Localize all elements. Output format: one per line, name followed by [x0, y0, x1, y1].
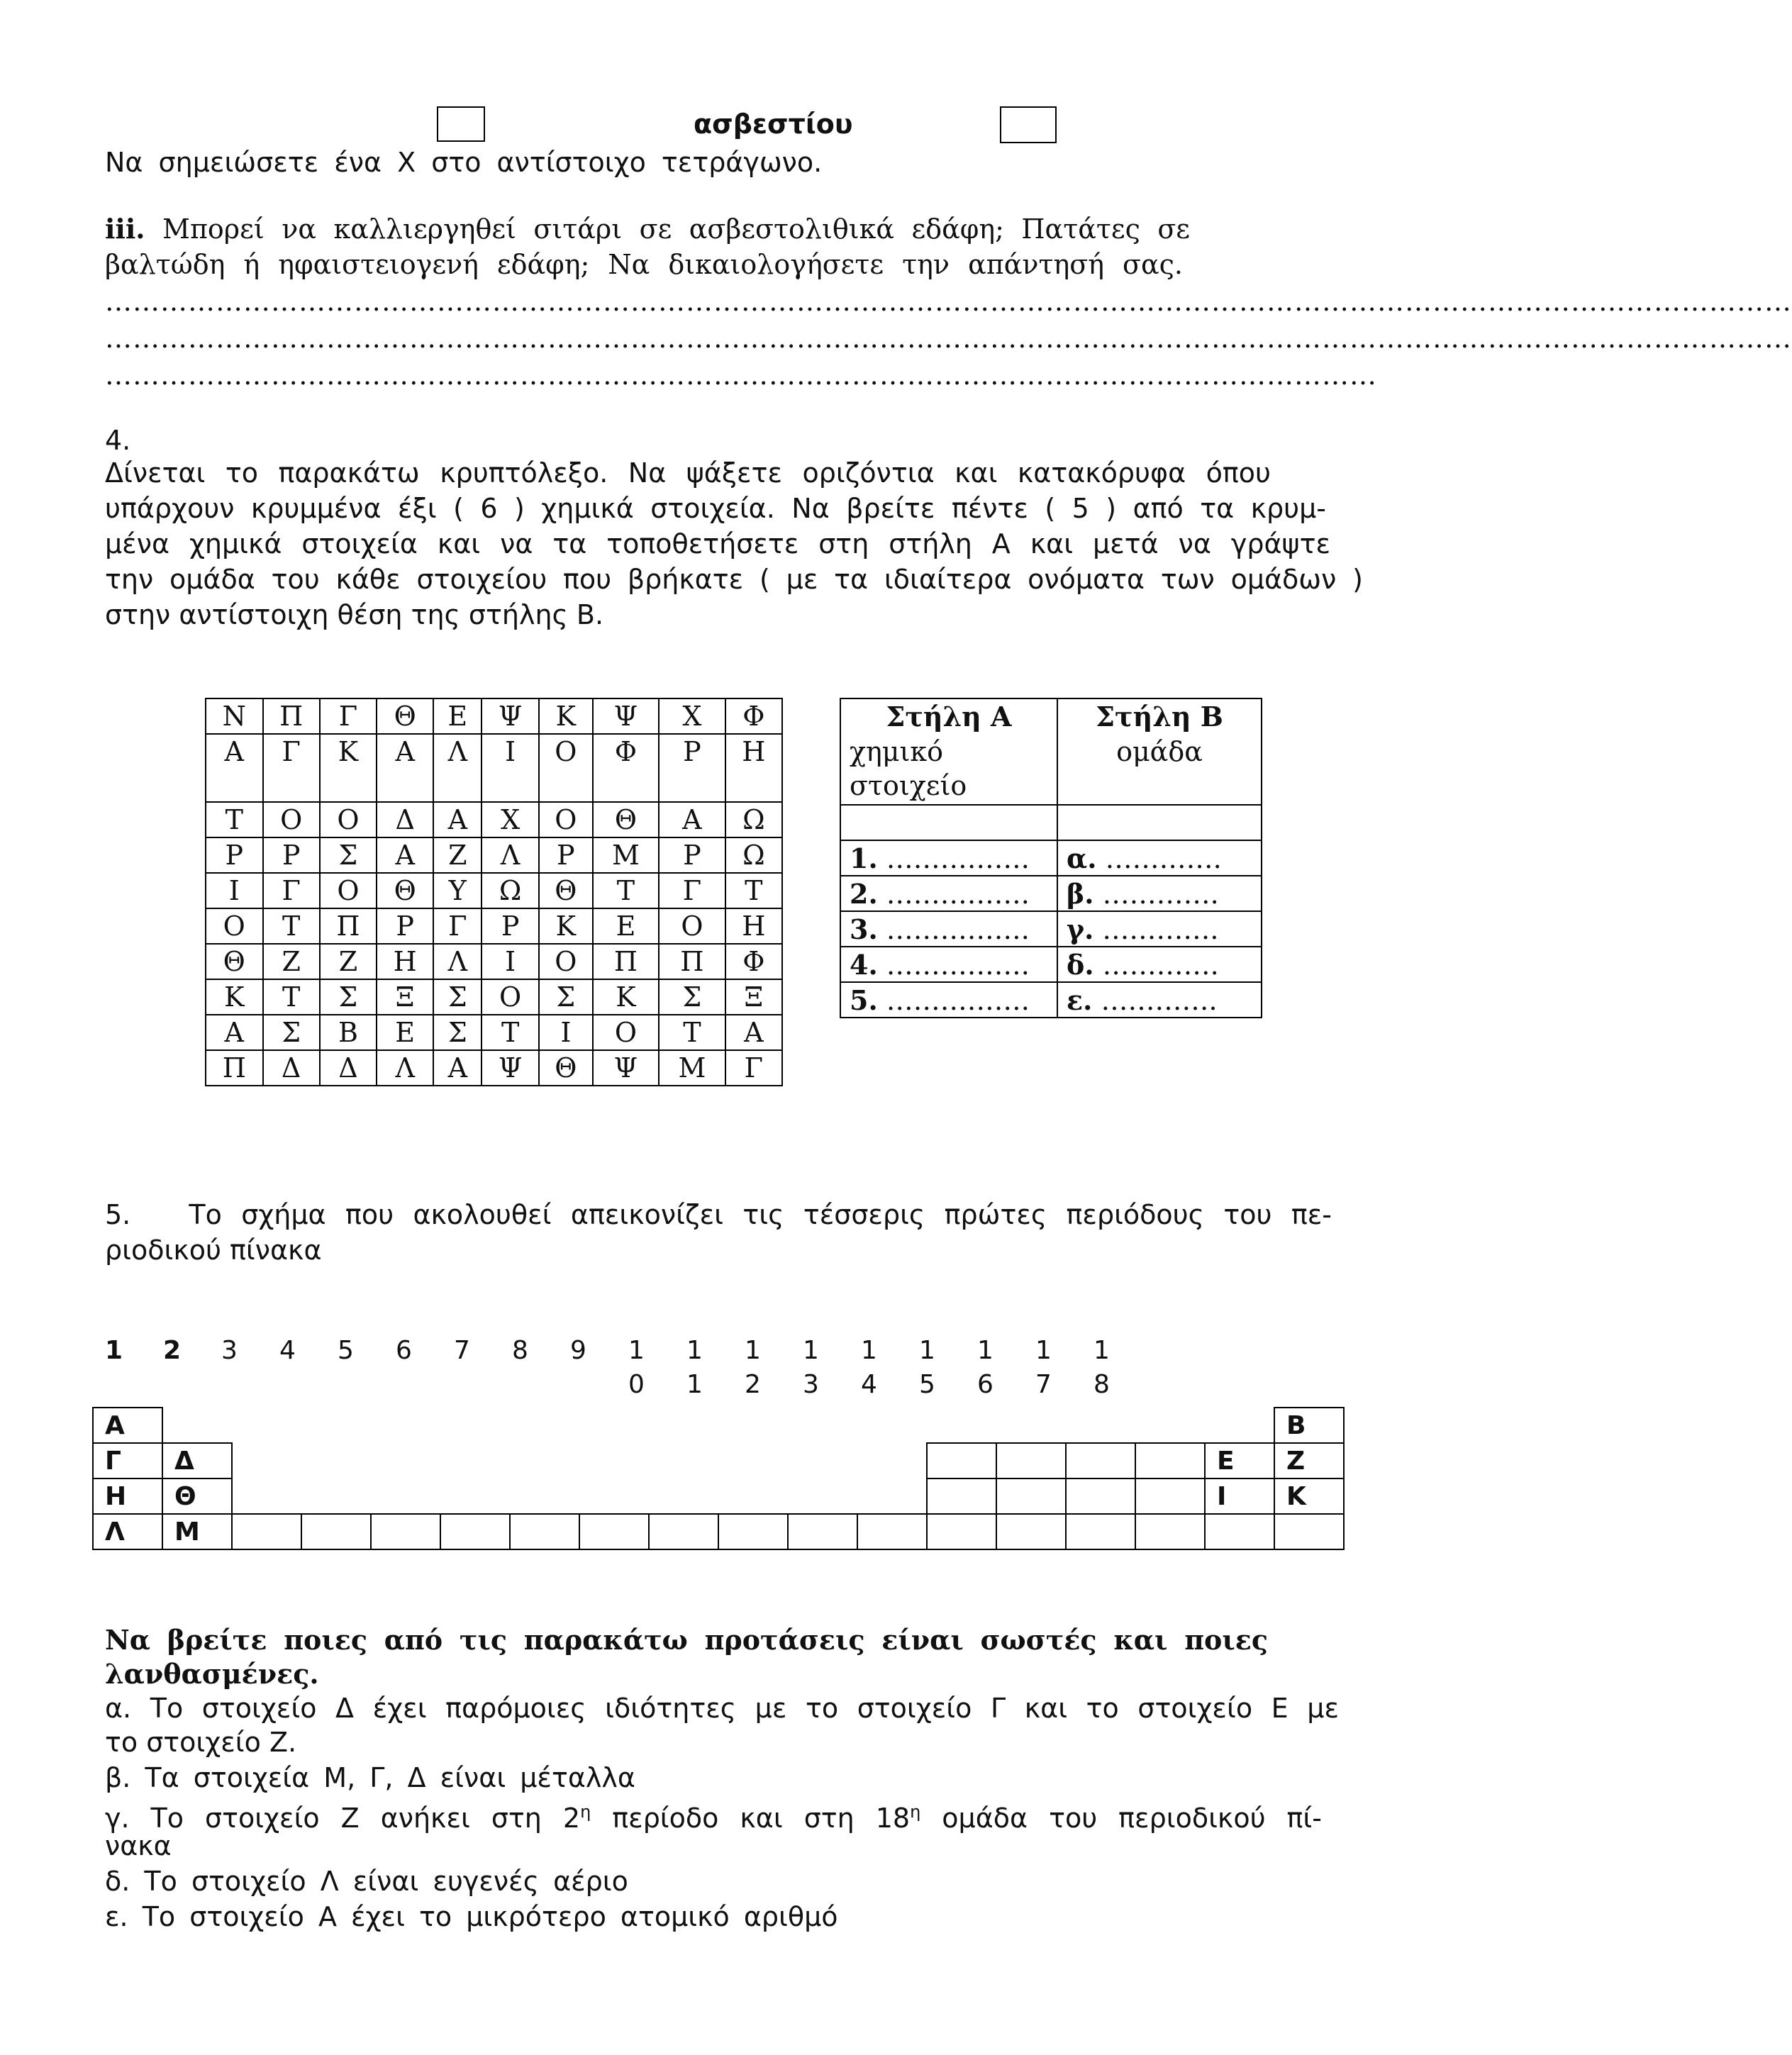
row-number: 3.: [850, 913, 878, 945]
blank: …………….: [886, 878, 1030, 910]
group-number-bottom: 1: [686, 1370, 703, 1399]
answer-cell-a[interactable]: [840, 982, 1057, 1018]
answer-line-1[interactable]: …………………………………………………………………………………………………………………………………………………………………: [105, 286, 1792, 317]
grid-cell: Ω: [482, 873, 539, 908]
grid-cell: Γ: [659, 873, 725, 908]
element-cell: [579, 1514, 649, 1549]
group-number-bottom: 0: [628, 1370, 645, 1399]
grid-cell: Ο: [539, 802, 593, 837]
element-cell: [1135, 1514, 1205, 1549]
grid-cell: Α: [659, 802, 725, 837]
grid-cell: Λ: [377, 1050, 433, 1086]
element-cell: [1066, 1443, 1135, 1478]
empty-space: [162, 1408, 232, 1443]
empty-space: [371, 1478, 440, 1514]
grid-cell: Ξ: [377, 979, 433, 1015]
empty-space: [857, 1443, 927, 1478]
grid-cell: Τ: [725, 873, 782, 908]
group-numbers: [92, 1336, 1156, 1407]
statement-b: β. Τα στοιχεία Μ, Γ, Δ είναι μέταλλα: [105, 1762, 635, 1793]
group-number-bottom: 7: [1035, 1370, 1052, 1399]
q5-text: Το σχήμα που ακολουθεί απεικονίζει τις τέσσερις πρώτες περιόδους του πε-: [189, 1199, 1332, 1230]
element-cell: [996, 1514, 1066, 1549]
grid-cell: Α: [377, 837, 433, 873]
answer-cell-b[interactable]: [1057, 876, 1262, 911]
grid-cell: Π: [659, 944, 725, 979]
answer-cell-b[interactable]: [1057, 911, 1262, 947]
group-number-top: 1: [628, 1336, 645, 1365]
grid-row: [206, 734, 782, 802]
grid-cell: Σ: [539, 979, 593, 1015]
group-number-top: 6: [396, 1336, 412, 1365]
element-cell: Α: [93, 1408, 162, 1443]
element-cell: Λ: [93, 1514, 162, 1549]
element-cell: [1205, 1514, 1274, 1549]
grid-cell: Π: [263, 698, 320, 734]
empty-space: [510, 1443, 579, 1478]
answer-table-spacer: [840, 805, 1262, 840]
q5-line1: [105, 1197, 1332, 1232]
group-number-bottom: 2: [745, 1370, 761, 1399]
grid-cell: Χ: [659, 698, 725, 734]
element-cell: [232, 1514, 301, 1549]
grid-cell: Λ: [433, 734, 482, 802]
element-cell: Ζ: [1274, 1443, 1344, 1478]
periodic-table: [92, 1407, 1345, 1550]
col-a-header: Στήλη Α: [886, 701, 1012, 733]
answer-cell-a[interactable]: [840, 876, 1057, 911]
blank: ………….: [1102, 878, 1219, 910]
element-cell: [718, 1514, 788, 1549]
group-number-top: 4: [279, 1336, 296, 1365]
element-cell: Ι: [1205, 1478, 1274, 1514]
q4-line-3: μένα χημικά στοιχεία και να τα τοποθετήσετε στη στήλη Α και μετά να γράψτε: [105, 528, 1330, 559]
element-cell: [927, 1514, 996, 1549]
element-cell: [649, 1514, 718, 1549]
empty-space: [440, 1478, 510, 1514]
empty-space: [788, 1408, 857, 1443]
blank: ………….: [1105, 842, 1222, 874]
element-cell: [301, 1514, 371, 1549]
grid-cell: Μ: [659, 1050, 725, 1086]
grid-cell: Λ: [433, 944, 482, 979]
q3-line1: [105, 211, 1190, 247]
row-number: 4.: [850, 948, 878, 981]
row-number: 2.: [850, 877, 878, 910]
col-b-sub: ομάδα: [1116, 736, 1203, 767]
col-a-header-cell: [840, 698, 1057, 805]
grid-cell: Γ: [263, 873, 320, 908]
empty-space: [927, 1408, 996, 1443]
group-number-top: 1: [1093, 1336, 1110, 1365]
word-search-grid: [205, 698, 783, 1086]
grid-cell: Ε: [433, 698, 482, 734]
blank: ………….: [1102, 913, 1219, 945]
empty-space: [718, 1478, 788, 1514]
grid-cell: Ι: [482, 734, 539, 802]
grid-cell: Σ: [320, 979, 377, 1015]
grid-cell: Φ: [725, 944, 782, 979]
grid-cell: Γ: [263, 734, 320, 802]
group-number-bottom: 6: [977, 1370, 994, 1399]
statement-d: δ. Το στοιχείο Λ είναι ευγενές αέριο: [105, 1866, 628, 1897]
period-row: [93, 1514, 1344, 1549]
grid-cell: Τ: [263, 908, 320, 944]
grid-cell: Α: [433, 802, 482, 837]
element-cell: [1135, 1478, 1205, 1514]
grid-cell: Γ: [433, 908, 482, 944]
element-cell: Ε: [1205, 1443, 1274, 1478]
checkbox-left[interactable]: [437, 106, 485, 142]
element-cell: [1274, 1514, 1344, 1549]
empty-space: [579, 1408, 649, 1443]
grid-cell: Ο: [482, 979, 539, 1015]
answer-row: [840, 982, 1262, 1018]
col-b-header: Στήλη Β: [1096, 701, 1223, 733]
element-cell: [788, 1514, 857, 1549]
grid-cell: Δ: [377, 802, 433, 837]
grid-cell: Π: [320, 908, 377, 944]
element-word: ασβεστίου: [694, 108, 853, 140]
grid-cell: Τ: [593, 873, 659, 908]
group-number-bottom: 5: [919, 1370, 935, 1399]
col-a-sub2: στοιχείο: [850, 770, 967, 801]
period-row: [93, 1478, 1344, 1514]
grid-cell: Θ: [377, 873, 433, 908]
group-number-bottom: 4: [861, 1370, 877, 1399]
statement-a-line1: α. Το στοιχείο Δ έχει παρόμοιες ιδιότητες με το στοιχείο Γ και το στοιχείο Ε με: [105, 1693, 1339, 1724]
blank: …………….: [886, 842, 1030, 874]
grid-cell: Κ: [206, 979, 263, 1015]
grid-row: [206, 944, 782, 979]
grid-cell: Ρ: [659, 734, 725, 802]
grid-cell: Θ: [377, 698, 433, 734]
grid-cell: Ρ: [377, 908, 433, 944]
group-number-top: 1: [803, 1336, 819, 1365]
grid-cell: Ξ: [725, 979, 782, 1015]
element-cell: [927, 1443, 996, 1478]
grid-cell: Β: [320, 1015, 377, 1050]
q3-text: Μπορεί να καλλιεργηθεί σιτάρι σε ασβεστολιθικά εδάφη; Πατάτες σε: [162, 213, 1190, 245]
grid-cell: Ω: [725, 802, 782, 837]
grid-cell: Ο: [659, 908, 725, 944]
grid-cell: Α: [725, 1015, 782, 1050]
group-number-top: 1: [977, 1336, 994, 1365]
empty-space: [857, 1478, 927, 1514]
grid-cell: Ι: [482, 944, 539, 979]
grid-cell: Μ: [593, 837, 659, 873]
element-cell: [1135, 1443, 1205, 1478]
period-row: [93, 1408, 1344, 1443]
grid-cell: Σ: [263, 1015, 320, 1050]
row-number: 5.: [850, 984, 878, 1016]
row-letter: δ.: [1067, 948, 1094, 981]
group-number-top: 2: [163, 1336, 182, 1365]
grid-cell: Κ: [593, 979, 659, 1015]
grid-cell: Π: [206, 1050, 263, 1086]
grid-cell: Η: [377, 944, 433, 979]
answer-row: [840, 876, 1262, 911]
empty-space: [579, 1443, 649, 1478]
blank: …………….: [886, 949, 1030, 981]
empty-space: [371, 1443, 440, 1478]
grid-cell: Ρ: [482, 908, 539, 944]
empty-space: [649, 1408, 718, 1443]
grid-row: [206, 802, 782, 837]
grid-cell: Ρ: [263, 837, 320, 873]
instruction: Να σημειώσετε ένα Χ στο αντίστοιχο τετράγωνο.: [105, 147, 823, 178]
empty-space: [718, 1408, 788, 1443]
element-cell: Γ: [93, 1443, 162, 1478]
blank: …………….: [886, 984, 1030, 1016]
q4-line-1: Δίνεται το παρακάτω κρυπτόλεξο. Να ψάξετε οριζόντια και κατακόρυφα όπου: [105, 457, 1271, 489]
answer-cell-b[interactable]: [1057, 840, 1262, 876]
row-letter: ε.: [1067, 984, 1093, 1016]
grid-cell: Δ: [263, 1050, 320, 1086]
q4-line-2: υπάρχουν κρυμμένα έξι ( 6 ) χημικά στοιχεία. Να βρείτε πέντε ( 5 ) από τα κρυμ-: [105, 493, 1326, 524]
grid-cell: Ι: [539, 1015, 593, 1050]
q3-label: iii.: [105, 213, 145, 245]
grid-cell: Α: [206, 1015, 263, 1050]
q4-line-5: στην αντίστοιχη θέση της στήλης Β.: [105, 599, 604, 630]
empty-space: [440, 1443, 510, 1478]
grid-cell: Ρ: [206, 837, 263, 873]
empty-space: [718, 1443, 788, 1478]
statement-c-line2: νακα: [105, 1830, 172, 1861]
grid-cell: Τ: [263, 979, 320, 1015]
grid-cell: Γ: [725, 1050, 782, 1086]
answer-cell-a[interactable]: [840, 947, 1057, 982]
grid-cell: Π: [593, 944, 659, 979]
grid-row: [206, 1015, 782, 1050]
grid-cell: Ψ: [593, 698, 659, 734]
group-number-top: 8: [512, 1336, 528, 1365]
grid-cell: Ε: [377, 1015, 433, 1050]
element-cell: [996, 1443, 1066, 1478]
statement-c-pre: γ. Το στοιχείο Ζ ανήκει στη 2: [105, 1803, 581, 1834]
empty-space: [232, 1478, 301, 1514]
grid-row: [206, 908, 782, 944]
grid-cell: Ψ: [482, 698, 539, 734]
grid-cell: Ρ: [539, 837, 593, 873]
tf-heading-1: Να βρείτε ποιες από τις παρακάτω προτάσεις είναι σωστές και ποιες: [105, 1624, 1268, 1656]
statement-c-post: ομάδα του περιοδικού πί-: [920, 1803, 1322, 1834]
grid-cell: Τ: [659, 1015, 725, 1050]
grid-cell: Κ: [539, 908, 593, 944]
grid-cell: Ρ: [659, 837, 725, 873]
row-letter: γ.: [1067, 913, 1094, 945]
grid-cell: Ε: [593, 908, 659, 944]
empty-space: [579, 1478, 649, 1514]
answer-table-header: [840, 698, 1262, 805]
grid-cell: Χ: [482, 802, 539, 837]
grid-row: [206, 1050, 782, 1086]
element-cell: Μ: [162, 1514, 232, 1549]
blank: ………….: [1102, 949, 1219, 981]
element-cell: [510, 1514, 579, 1549]
superscript-1: η: [580, 1802, 591, 1822]
element-cell: [857, 1514, 927, 1549]
grid-cell: Ο: [539, 734, 593, 802]
grid-cell: Α: [206, 734, 263, 802]
grid-cell: Σ: [433, 1015, 482, 1050]
answer-row: [840, 840, 1262, 876]
grid-cell: Α: [433, 1050, 482, 1086]
empty-space: [1205, 1408, 1274, 1443]
group-number-top: 7: [454, 1336, 470, 1365]
grid-cell: Α: [377, 734, 433, 802]
grid-row: [206, 873, 782, 908]
group-number-top: 1: [105, 1336, 123, 1365]
empty-space: [232, 1443, 301, 1478]
grid-cell: Ψ: [482, 1050, 539, 1086]
grid-cell: Ο: [320, 802, 377, 837]
grid-cell: Γ: [320, 698, 377, 734]
row-number: 1.: [850, 842, 878, 874]
grid-cell: Η: [725, 734, 782, 802]
answer-cell-a[interactable]: [840, 840, 1057, 876]
group-number-top: 1: [745, 1336, 761, 1365]
element-cell: Δ: [162, 1443, 232, 1478]
grid-cell: Ζ: [433, 837, 482, 873]
empty-space: [788, 1478, 857, 1514]
empty-space: [510, 1408, 579, 1443]
grid-cell: Θ: [539, 1050, 593, 1086]
blank: ………….: [1101, 984, 1218, 1016]
group-number-top: 3: [221, 1336, 238, 1365]
grid-cell: Σ: [433, 979, 482, 1015]
element-cell: [1066, 1514, 1135, 1549]
group-number-bottom: 8: [1093, 1370, 1110, 1399]
row-letter: α.: [1067, 842, 1097, 874]
group-number-bottom: 3: [803, 1370, 819, 1399]
answer-cell-b[interactable]: [1057, 947, 1262, 982]
empty-space: [440, 1408, 510, 1443]
element-cell: [927, 1478, 996, 1514]
grid-row: [206, 698, 782, 734]
grid-cell: Τ: [482, 1015, 539, 1050]
row-letter: β.: [1067, 877, 1094, 910]
q4-number: 4.: [105, 425, 131, 456]
grid-cell: Θ: [206, 944, 263, 979]
col-b-header-cell: [1057, 698, 1262, 805]
empty-space: [649, 1443, 718, 1478]
q3-line2: βαλτώδη ή ηφαιστειογενή εδάφη; Να δικαιολογήσετε την απάντησή σας.: [105, 249, 1183, 280]
q5-number: 5.: [105, 1199, 131, 1230]
answer-table: [840, 698, 1262, 1018]
grid-cell: Θ: [539, 873, 593, 908]
answer-row: [840, 947, 1262, 982]
col-a-sub1: χημικό: [850, 736, 944, 767]
statement-a-line2: το στοιχείο Ζ.: [105, 1727, 297, 1758]
empty-space: [1066, 1408, 1135, 1443]
grid-cell: Λ: [482, 837, 539, 873]
group-number-top: 1: [919, 1336, 935, 1365]
grid-cell: Σ: [320, 837, 377, 873]
grid-row: [206, 837, 782, 873]
group-number-top: 9: [570, 1336, 586, 1365]
grid-cell: Ω: [725, 837, 782, 873]
grid-cell: Κ: [320, 734, 377, 802]
grid-cell: Ψ: [593, 1050, 659, 1086]
empty-space: [232, 1408, 301, 1443]
checkbox-right[interactable]: [1000, 106, 1057, 143]
grid-cell: Ζ: [263, 944, 320, 979]
empty-space: [301, 1443, 371, 1478]
grid-cell: Ο: [206, 908, 263, 944]
element-cell: [1066, 1478, 1135, 1514]
grid-cell: Ι: [206, 873, 263, 908]
element-cell: Θ: [162, 1478, 232, 1514]
grid-cell: Ο: [263, 802, 320, 837]
element-cell: [440, 1514, 510, 1549]
empty-space: [996, 1408, 1066, 1443]
group-number-top: 1: [1035, 1336, 1052, 1365]
element-cell: Κ: [1274, 1478, 1344, 1514]
statement-c-mid: περίοδο και στη 18: [591, 1803, 911, 1834]
grid-cell: Ζ: [320, 944, 377, 979]
grid-cell: Θ: [593, 802, 659, 837]
grid-cell: Ο: [593, 1015, 659, 1050]
grid-cell: Σ: [659, 979, 725, 1015]
answer-line-3[interactable]: …………………………………………………………………………………………………………………………: [105, 360, 1377, 391]
element-cell: Β: [1274, 1408, 1344, 1443]
empty-space: [301, 1478, 371, 1514]
grid-cell: Δ: [320, 1050, 377, 1086]
statement-e: ε. Το στοιχείο Α έχει το μικρότερο ατομικό αριθμό: [105, 1901, 838, 1932]
grid-cell: Κ: [539, 698, 593, 734]
element-cell: Η: [93, 1478, 162, 1514]
grid-cell: Ο: [539, 944, 593, 979]
empty-space: [857, 1408, 927, 1443]
grid-cell: Ν: [206, 698, 263, 734]
period-row: [93, 1443, 1344, 1478]
group-number-top: 1: [686, 1336, 703, 1365]
grid-cell: Ο: [320, 873, 377, 908]
grid-cell: Φ: [593, 734, 659, 802]
superscript-2: η: [910, 1802, 921, 1822]
empty-space: [301, 1408, 371, 1443]
empty-space: [371, 1408, 440, 1443]
q5-line2: ριοδικού πίνακα: [105, 1235, 322, 1266]
element-cell: [371, 1514, 440, 1549]
grid-cell: Τ: [206, 802, 263, 837]
answer-cell-b[interactable]: [1057, 982, 1262, 1018]
answer-cell-a[interactable]: [840, 911, 1057, 947]
grid-cell: Η: [725, 908, 782, 944]
grid-row: [206, 979, 782, 1015]
empty-space: [510, 1478, 579, 1514]
element-cell: [996, 1478, 1066, 1514]
answer-line-2[interactable]: …………………………………………………………………………………………………………………………………………………………………: [105, 323, 1792, 354]
answer-row: [840, 911, 1262, 947]
statement-c-line1: [105, 1794, 1322, 1836]
grid-cell: Υ: [433, 873, 482, 908]
empty-space: [1135, 1408, 1205, 1443]
group-number-top: 5: [338, 1336, 354, 1365]
tf-heading-2: λανθασμένες.: [105, 1658, 319, 1690]
empty-space: [788, 1443, 857, 1478]
blank: …………….: [886, 913, 1030, 945]
grid-cell: Φ: [725, 698, 782, 734]
empty-space: [649, 1478, 718, 1514]
group-number-top: 1: [861, 1336, 877, 1365]
q4-line-4: την ομάδα του κάθε στοιχείου που βρήκατε ( με τα ιδιαίτερα ονόματα των ομάδων ): [105, 564, 1363, 595]
